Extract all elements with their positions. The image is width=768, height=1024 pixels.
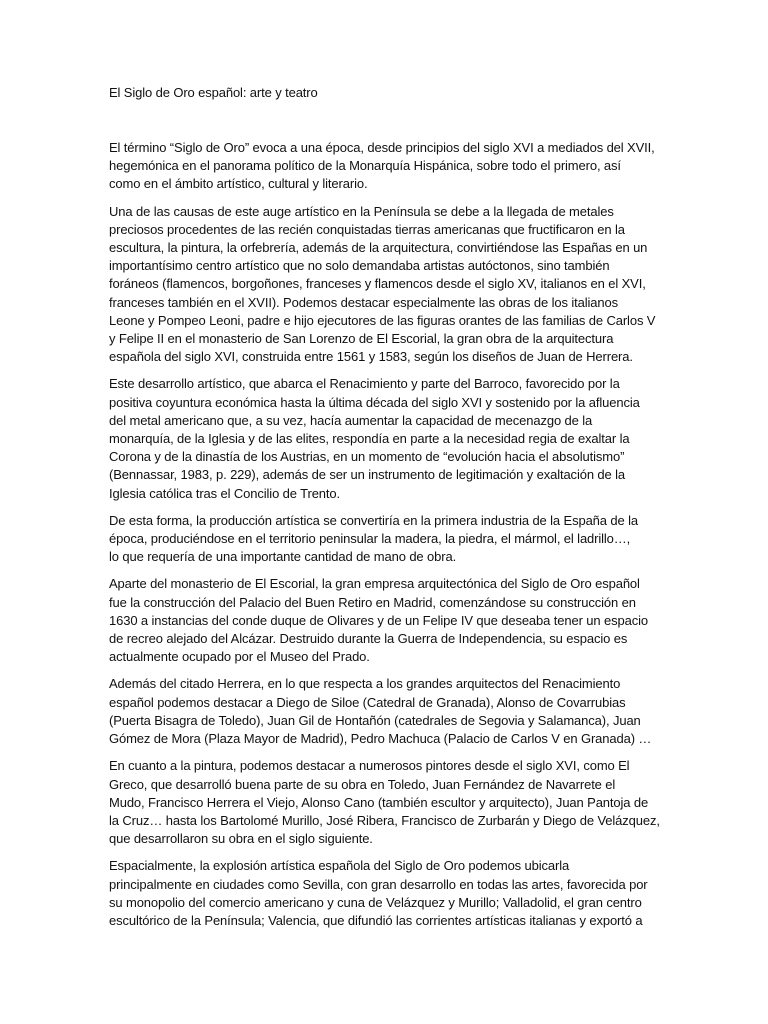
paragraph-line: preciosos procedentes de las recién conquistadas tierras americanas que fructificaron en la (109, 221, 625, 237)
paragraph-line: español podemos destacar a Diego de Siloe (Catedral de Granada), Alonso de Covarrubias (109, 694, 626, 710)
paragraph-line: actualmente ocupado por el Museo del Prado. (109, 649, 370, 665)
paragraph-line: importantísimo centro artístico que no solo demandaba artistas autóctonos, sino también (109, 258, 610, 274)
paragraph-line: la Cruz… hasta los Bartolomé Murillo, José Ribera, Francisco de Zurbarán y Diego de Velázquez, (109, 812, 660, 828)
paragraph-line: En cuanto a la pintura, podemos destacar a numerosos pintores desde el siglo XVI, como El (109, 758, 630, 774)
paragraph-line: (Puerta Bisagra de Toledo), Juan Gil de Hontañón (catedrales de Segovia y Salamanca), Juan (109, 712, 641, 728)
paragraph-line: foráneos (flamencos, borgoñones, franceses y flamencos desde el siglo XV, italianos en el XVI, (109, 276, 646, 292)
paragraph (109, 857, 659, 930)
paragraph-line: El término “Siglo de Oro” evoca a una época, desde principios del siglo XVI a mediados del XVII, (109, 140, 655, 155)
paragraph-line: (Bennassar, 1983, p. 229), además de ser un instrumento de legitimación y exaltación de la (109, 467, 626, 483)
paragraph-line: De esta forma, la producción artística se convertiría en la primera industria de la España de la (109, 512, 638, 528)
paragraph-line: Iglesia católica tras el Concilio de Trento. (109, 485, 341, 501)
paragraph-line: como en el ámbito artístico, cultural y literario. (109, 176, 368, 192)
document-title: El Siglo de Oro español: arte y teatro (109, 85, 318, 100)
paragraph-line: Además del citado Herrera, en lo que respecta a los grandes arquitectos del Renacimiento (109, 676, 621, 692)
paragraph-line: positiva coyuntura económica hasta la última década del siglo XVI y sostenido por la afluencia (109, 394, 640, 410)
paragraph-line: fue la construcción del Palacio del Buen Retiro en Madrid, comenzándose su construcción en (109, 594, 636, 610)
paragraph-line: del metal americano que, a su vez, hacía aumentar la capacidad de mecenazgo de la (109, 412, 593, 428)
paragraph (109, 757, 659, 848)
paragraph-line: su monopolio del comercio americano y cuna de Velázquez y Murillo; Valladolid, el gran centro (109, 894, 642, 910)
paragraph-line: monarquía, de la Iglesia y de las elites, respondía en parte a la necesidad regia de exaltar la (109, 431, 630, 447)
paragraph-line: Greco, que desarrolló buena parte de su obra en Toledo, Juan Fernández de Navarrete el (109, 776, 616, 792)
paragraph (109, 512, 659, 567)
paragraph-line: Este desarrollo artístico, que abarca el Renacimiento y parte del Barroco, favorecido por la (109, 376, 620, 392)
paragraph-line: Leone y Pompeo Leoni, padre e hijo ejecutores de las figuras orantes de las familias de Carlos V (109, 312, 656, 328)
paragraph-line: Una de las causas de este auge artístico en la Península se debe a la llegada de metales (109, 203, 614, 219)
paragraph-line: de recreo alejado del Alcázar. Destruido durante la Guerra de Independencia, su espacio es (109, 631, 628, 647)
paragraph (109, 203, 659, 367)
paragraph-line: lo que requería de una importante cantidad de mano de obra. (109, 549, 457, 565)
paragraph-line: Gómez de Mora (Plaza Mayor de Madrid), Pedro Machuca (Palacio de Carlos V en Granada) … (109, 731, 652, 747)
paragraph-line: franceses también en el XVII). Podemos destacar especialmente las obras de los italianos (109, 294, 618, 310)
paragraph-line: principalmente en ciudades como Sevilla, con gran desarrollo en todas las artes, favorecida por (109, 876, 648, 892)
paragraph-line: Aparte del monasterio de El Escorial, la gran empresa arquitectónica del Siglo de Oro español (109, 576, 640, 592)
paragraph (109, 139, 659, 194)
paragraph-line: época, produciéndose en el territorio peninsular la madera, la piedra, el mármol, el ladrillo…, (109, 531, 631, 547)
paragraph-line: escultórico de la Península; Valencia, que difundió las corrientes artísticas italianas y exportó a (109, 912, 643, 928)
paragraph-line: que desarrollaron su obra en el siglo siguiente. (109, 831, 373, 847)
document-body (109, 139, 659, 939)
paragraph-line: Espacialmente, la explosión artística española del Siglo de Oro podemos ubicarla (109, 858, 570, 874)
paragraph-line: y Felipe II en el monasterio de San Lorenzo de El Escorial, la gran obra de la arquitectura (109, 331, 614, 347)
paragraph (109, 375, 659, 502)
paragraph-line: 1630 a instancias del conde duque de Olivares y de un Felipe IV que deseaba tener un espacio (109, 612, 648, 628)
paragraph (109, 575, 659, 666)
paragraph-line: Corona y de la dinastía de los Austrias, en un momento de “evolución hacia el absolutismo” (109, 449, 625, 465)
paragraph-line: española del siglo XVI, construida entre 1561 y 1583, según los diseños de Juan de Herrera. (109, 349, 633, 365)
paragraph (109, 675, 659, 748)
paragraph-line: escultura, la pintura, la orfebrería, además de la arquitectura, convirtiéndose las Españas en un (109, 240, 648, 256)
paragraph-line: Mudo, Francisco Herrera el Viejo, Alonso Cano (también escultor y arquitecto), Juan Pantoja de (109, 794, 649, 810)
paragraph-line: hegemónica en el panorama político de la Monarquía Hispánica, sobre todo el primero, así (109, 158, 621, 174)
